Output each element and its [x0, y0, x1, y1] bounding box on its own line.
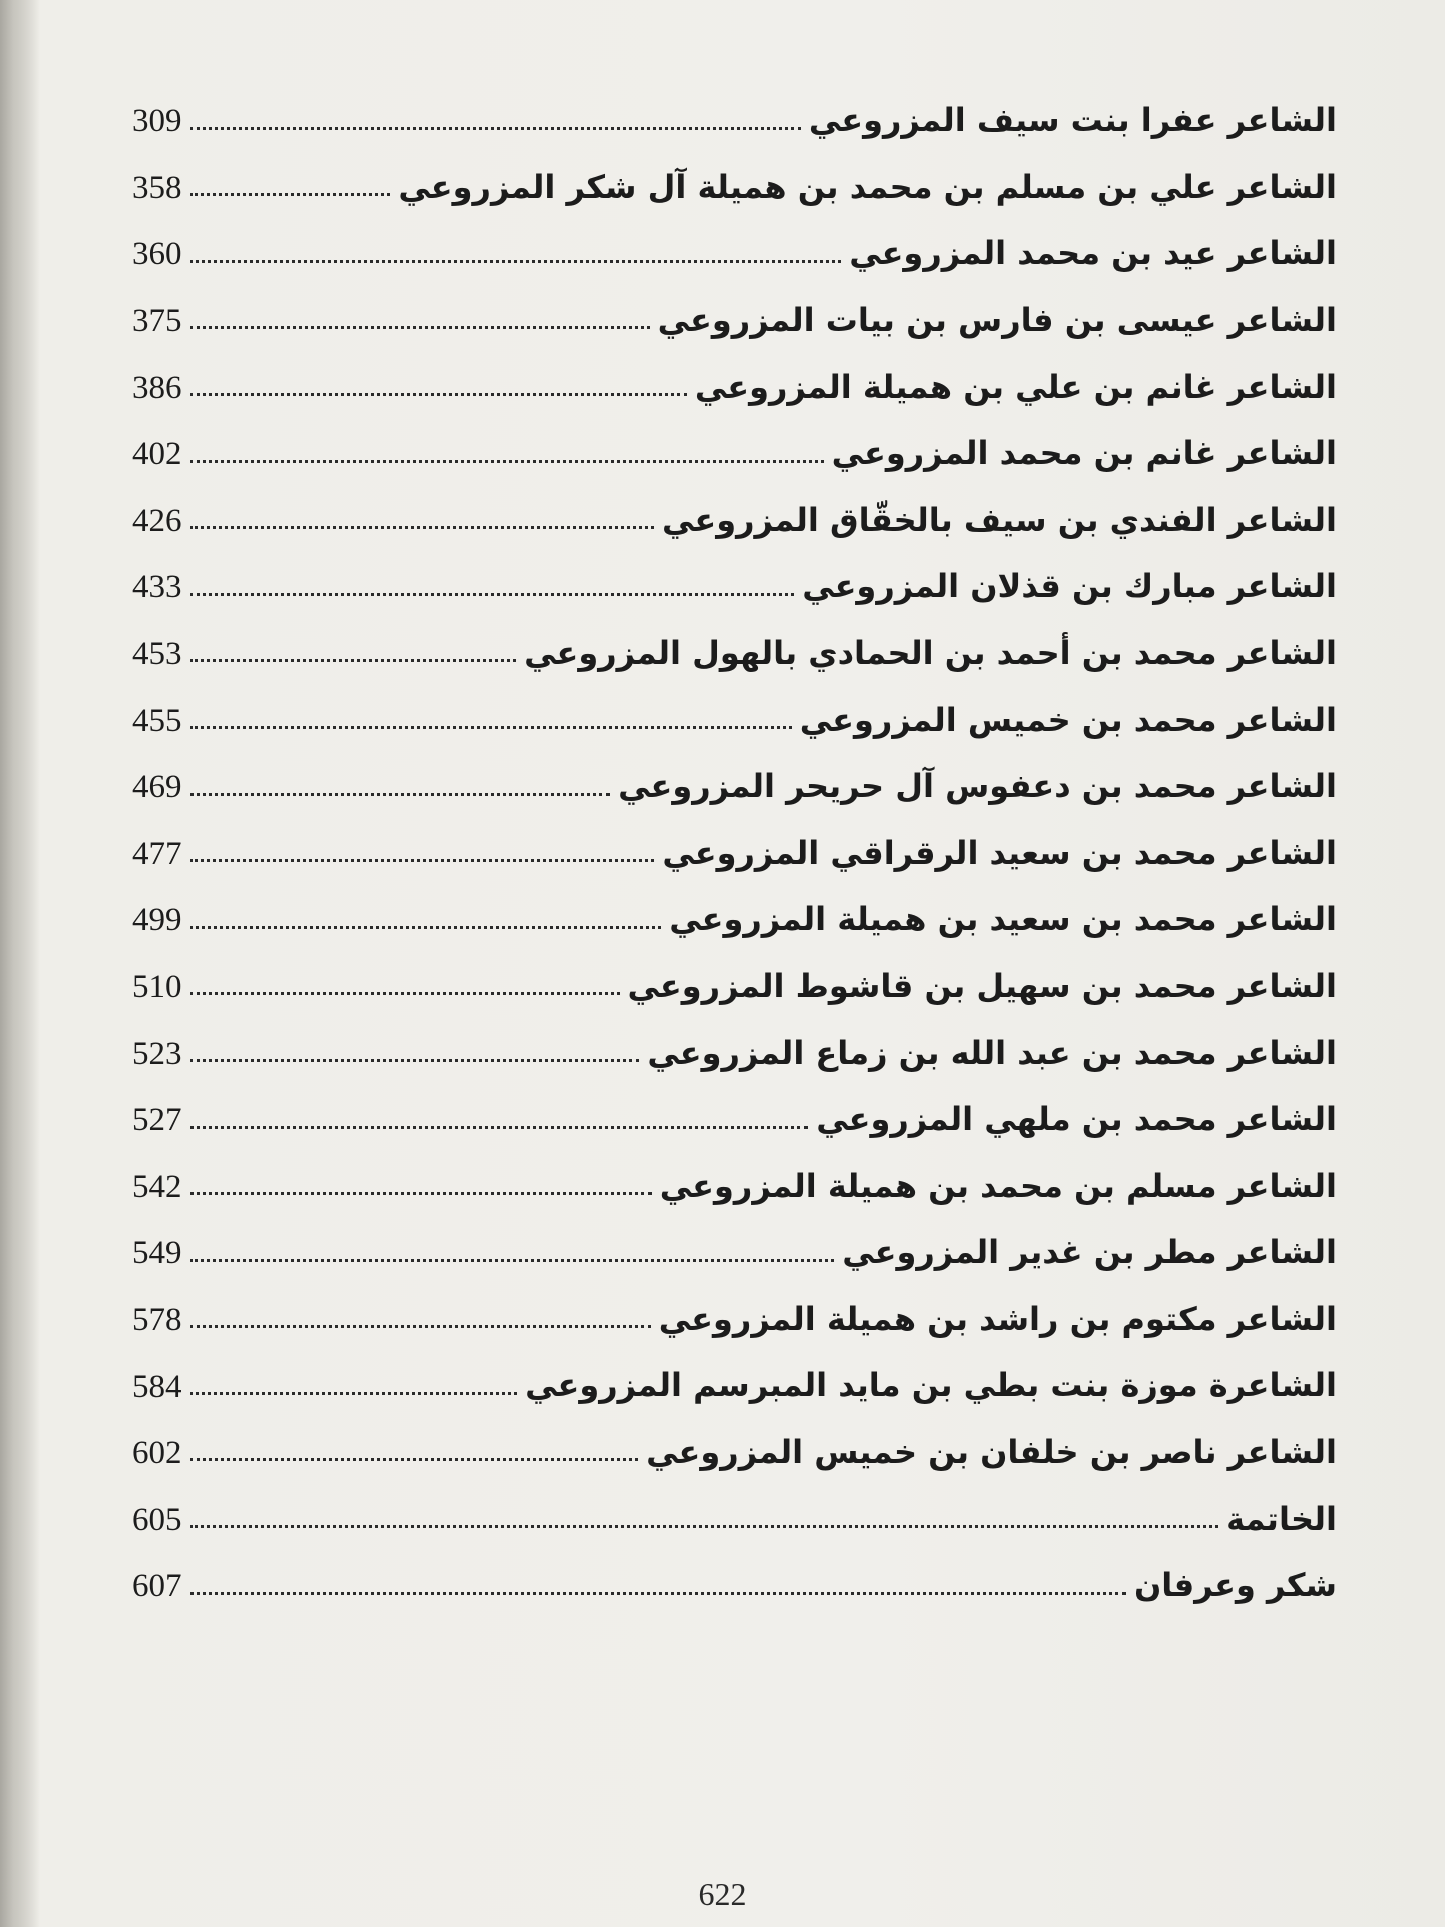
toc-entry-title: الشاعر محمد بن أحمد بن الحمادي بالهول المزروعي — [524, 633, 1337, 672]
dot-leader — [190, 193, 390, 196]
toc-entry-page-number: 477 — [132, 835, 182, 872]
dot-leader — [190, 1259, 834, 1262]
toc-entry-page-number: 360 — [132, 236, 182, 273]
toc-entry — [132, 142, 1337, 209]
table-of-contents — [132, 75, 1337, 1607]
toc-entry-title: الشاعر محمد بن عبد الله بن زماع المزروعي — [647, 1033, 1337, 1072]
dot-leader — [190, 127, 801, 130]
toc-entry-page-number: 453 — [132, 636, 182, 673]
toc-entry — [132, 941, 1337, 1008]
toc-entry-page-number: 542 — [132, 1168, 182, 1205]
toc-entry-page-number: 527 — [132, 1102, 182, 1139]
toc-entry — [132, 275, 1337, 342]
dot-leader — [190, 859, 654, 862]
toc-entry-title: الشاعر عيد بن محمد المزروعي — [849, 234, 1337, 273]
dot-leader — [190, 260, 841, 263]
dot-leader — [190, 659, 516, 662]
toc-entry-title: الشاعر محمد بن سعيد الرقراقي المزروعي — [662, 833, 1337, 872]
toc-entry-title: الشاعرة موزة بنت بطي بن مايد المبرسم المزروعي — [525, 1366, 1337, 1405]
toc-entry-title: الشاعر محمد بن سهيل بن قاشوط المزروعي — [627, 966, 1337, 1005]
toc-entry-page-number: 433 — [132, 569, 182, 606]
toc-entry-title: الشاعر محمد بن ملهي المزروعي — [816, 1100, 1337, 1139]
dot-leader — [190, 1126, 808, 1129]
toc-entry — [132, 741, 1337, 808]
toc-entry-page-number: 455 — [132, 702, 182, 739]
toc-entry-page-number: 375 — [132, 303, 182, 340]
toc-entry-title: الشاعر مطر بن غدير المزروعي — [842, 1233, 1337, 1272]
dot-leader — [190, 793, 610, 796]
toc-entry — [132, 1340, 1337, 1407]
toc-entry-title: الشاعر محمد بن دعفوس آل حريحر المزروعي — [618, 767, 1337, 806]
toc-entry — [132, 674, 1337, 741]
book-spine-shadow — [0, 0, 40, 1927]
toc-entry — [132, 1207, 1337, 1274]
toc-entry-title: الشاعر مبارك بن قذلان المزروعي — [802, 567, 1337, 606]
toc-entry — [132, 408, 1337, 475]
toc-entry-title: الشاعر محمد بن سعيد بن هميلة المزروعي — [669, 900, 1337, 939]
toc-entry-title: الشاعر علي بن مسلم بن محمد بن هميلة آل شكر المزروعي — [398, 167, 1337, 206]
page-number-footer: 622 — [698, 1876, 747, 1912]
dot-leader — [190, 1392, 517, 1395]
toc-entry-title: الشاعر محمد بن خميس المزروعي — [799, 700, 1337, 739]
toc-entry-title: الشاعر غانم بن علي بن هميلة المزروعي — [694, 367, 1337, 406]
toc-entry-page-number: 523 — [132, 1035, 182, 1072]
toc-entry-page-number: 605 — [132, 1501, 182, 1538]
toc-entry — [132, 1407, 1337, 1474]
toc-entry — [132, 541, 1337, 608]
toc-entry — [132, 1074, 1337, 1141]
toc-entry-title: الخاتمة — [1226, 1499, 1337, 1538]
toc-entry — [132, 1540, 1337, 1607]
dot-leader — [190, 393, 687, 396]
toc-entry-page-number: 386 — [132, 369, 182, 406]
dot-leader — [190, 1059, 639, 1062]
toc-entry-page-number: 426 — [132, 502, 182, 539]
toc-entry — [132, 608, 1337, 675]
toc-entry-page-number: 358 — [132, 169, 182, 206]
toc-entry-title: الشاعر ناصر بن خلفان بن خميس المزروعي — [646, 1433, 1337, 1472]
toc-entry-title: الشاعر مسلم بن محمد بن هميلة المزروعي — [659, 1166, 1337, 1205]
toc-entry — [132, 1007, 1337, 1074]
toc-entry — [132, 475, 1337, 542]
toc-entry-title: الشاعر عفرا بنت سيف المزروعي — [808, 101, 1337, 140]
dot-leader — [190, 460, 824, 463]
toc-entry-page-number: 309 — [132, 103, 182, 140]
toc-entry — [132, 1141, 1337, 1208]
toc-entry-title: الشاعر غانم بن محمد المزروعي — [831, 434, 1337, 473]
dot-leader — [190, 1192, 652, 1195]
toc-entry — [132, 1274, 1337, 1341]
dot-leader — [190, 1525, 1218, 1528]
dot-leader — [190, 1325, 651, 1328]
dot-leader — [190, 726, 792, 729]
toc-entry-page-number: 549 — [132, 1235, 182, 1272]
toc-entry — [132, 874, 1337, 941]
toc-entry-page-number: 584 — [132, 1368, 182, 1405]
toc-entry — [132, 341, 1337, 408]
toc-entry-title: الشاعر الفندي بن سيف بالخقّاق المزروعي — [661, 500, 1337, 539]
toc-entry — [132, 75, 1337, 142]
dot-leader — [190, 1458, 638, 1461]
toc-entry-title: الشاعر عيسى بن فارس بن بيات المزروعي — [657, 300, 1337, 339]
dot-leader — [190, 526, 654, 529]
toc-entry-page-number: 578 — [132, 1301, 182, 1338]
toc-entry — [132, 1473, 1337, 1540]
dot-leader — [190, 992, 620, 995]
toc-entry — [132, 808, 1337, 875]
toc-entry-page-number: 499 — [132, 902, 182, 939]
toc-entry — [132, 208, 1337, 275]
dot-leader — [190, 926, 661, 929]
toc-entry-page-number: 469 — [132, 769, 182, 806]
dot-leader — [190, 326, 650, 329]
toc-entry-page-number: 607 — [132, 1568, 182, 1605]
toc-entry-page-number: 402 — [132, 436, 182, 473]
dot-leader — [190, 1592, 1126, 1595]
toc-entry-title: شكر وعرفان — [1133, 1566, 1337, 1605]
toc-entry-page-number: 602 — [132, 1435, 182, 1472]
toc-entry-title: الشاعر مكتوم بن راشد بن هميلة المزروعي — [658, 1299, 1337, 1338]
toc-entry-page-number: 510 — [132, 969, 182, 1006]
dot-leader — [190, 593, 794, 596]
